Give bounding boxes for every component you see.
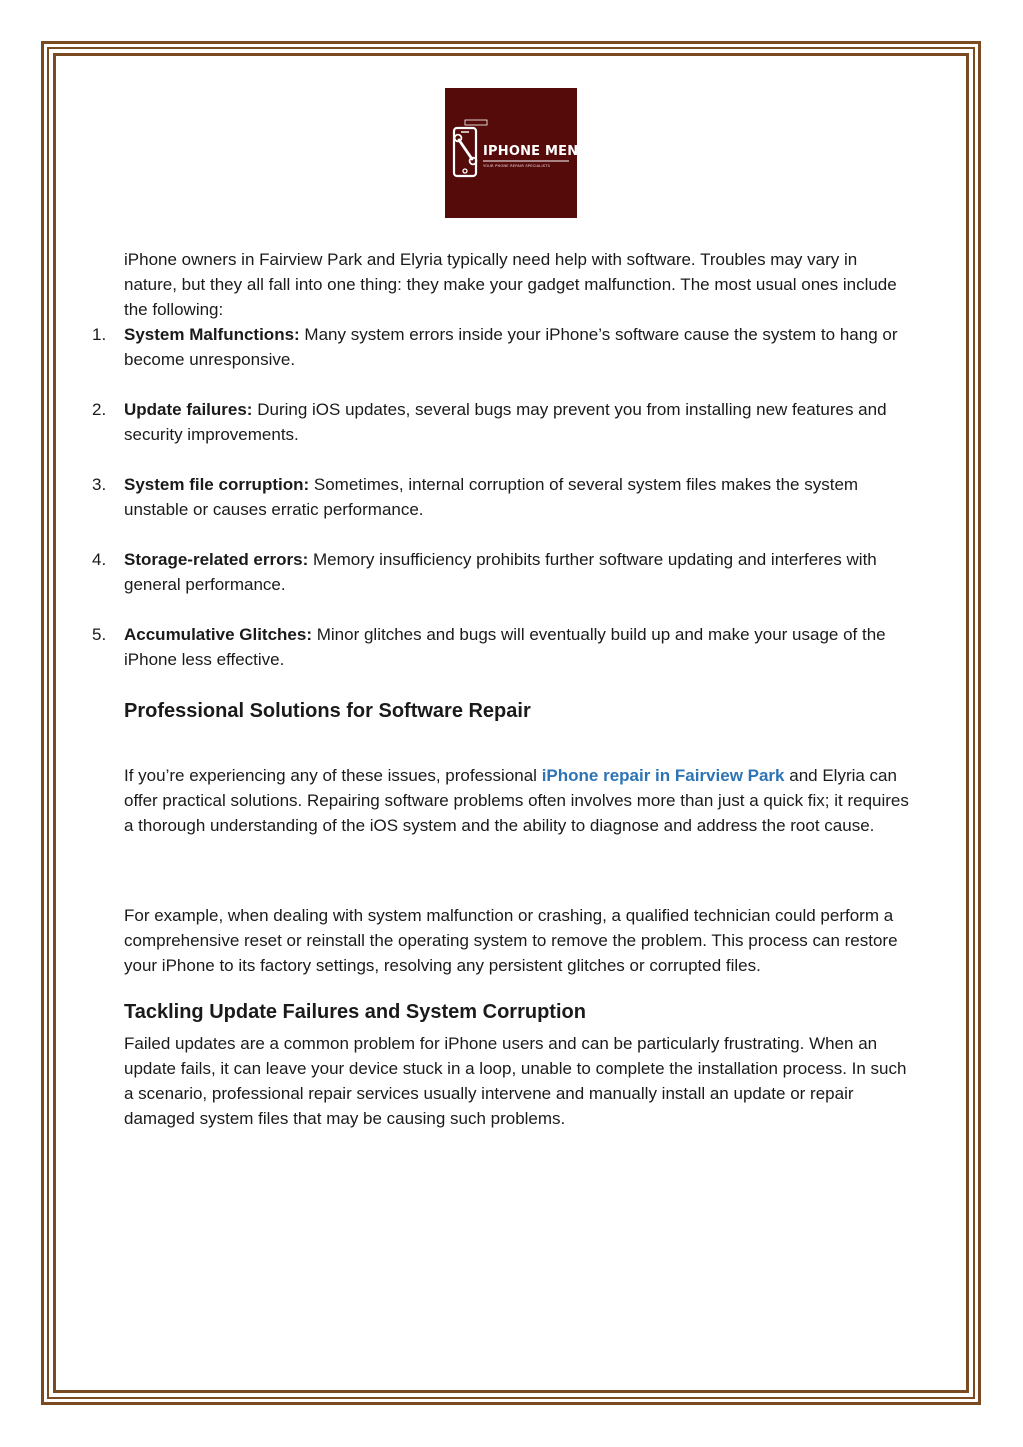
list-item — [92, 397, 909, 447]
list-item — [92, 547, 909, 597]
list-number: 3. — [92, 475, 107, 494]
list-number: 2. — [92, 400, 107, 419]
logo-title: IPHONE MEND — [483, 144, 590, 159]
list-text: Minor glitches and bugs will eventually build up and make your usage of the iPhone less effective. — [124, 625, 886, 669]
document-body — [92, 247, 909, 1131]
update-failures-paragraph: Failed updates are a common problem for iPhone users and can be particularly frustrating. When an update fails, it can leave your device stuck in a loop, unable to complete the installation process. In such a scenario, professional repair services usually intervene and manually install an update or repair damaged system files that may be causing such problems. — [124, 1034, 907, 1128]
solutions-text-end: and Elyria can offer practical solutions. Repairing software problems often involves more than just a quick fix; it requires a thorough understanding of the iOS system and the ability to diagnose and address the root cause. — [124, 766, 909, 835]
iphone-repair-link[interactable]: iPhone repair in Fairview Park — [541, 766, 785, 785]
iphone-mend-logo — [445, 88, 590, 218]
list-number: 5. — [92, 625, 107, 644]
logo-tagline: YOUR PHONE REPAIR SPECIALISTS — [483, 164, 551, 168]
issues-list — [92, 322, 909, 672]
list-number: 1. — [92, 325, 107, 344]
intro-paragraph: iPhone owners in Fairview Park and Elyria typically need help with software. Troubles may vary in nature, but they all fall into one thing: they make your gadget malfunction. The most usual ones include the following: — [124, 250, 897, 319]
list-item — [92, 472, 909, 522]
example-paragraph: For example, when dealing with system malfunction or crashing, a qualified technician could perform a comprehensive reset or reinstall the operating system to remove the problem. This process can restore your iPhone to its factory settings, resolving any persistent glitches or corrupted files. — [124, 906, 898, 975]
section-heading-software-repair: Professional Solutions for Software Repair — [124, 700, 531, 722]
list-text: During iOS updates, several bugs may prevent you from installing new features and security improvements. — [124, 400, 887, 444]
solutions-text-start: If you’re experiencing any of these issues, professional — [124, 766, 542, 785]
list-text: Many system errors inside your iPhone’s software cause the system to hang or become unresponsive. — [124, 325, 898, 369]
list-term: System Malfunctions: — [124, 325, 300, 344]
section-heading-update-failures: Tackling Update Failures and System Corruption — [124, 1001, 586, 1023]
list-item — [92, 322, 909, 372]
list-term: Accumulative Glitches: — [124, 625, 313, 644]
list-text: Sometimes, internal corruption of several system files makes the system unstable or causes erratic performance. — [124, 475, 859, 519]
solutions-paragraph — [124, 763, 909, 838]
list-item — [92, 622, 909, 672]
list-term: Update failures: — [124, 400, 253, 419]
list-term: Storage-related errors: — [124, 550, 309, 569]
list-number: 4. — [92, 550, 107, 569]
list-term: System file corruption: — [124, 475, 310, 494]
list-text: Memory insufficiency prohibits further software updating and interferes with general performance. — [124, 550, 877, 594]
